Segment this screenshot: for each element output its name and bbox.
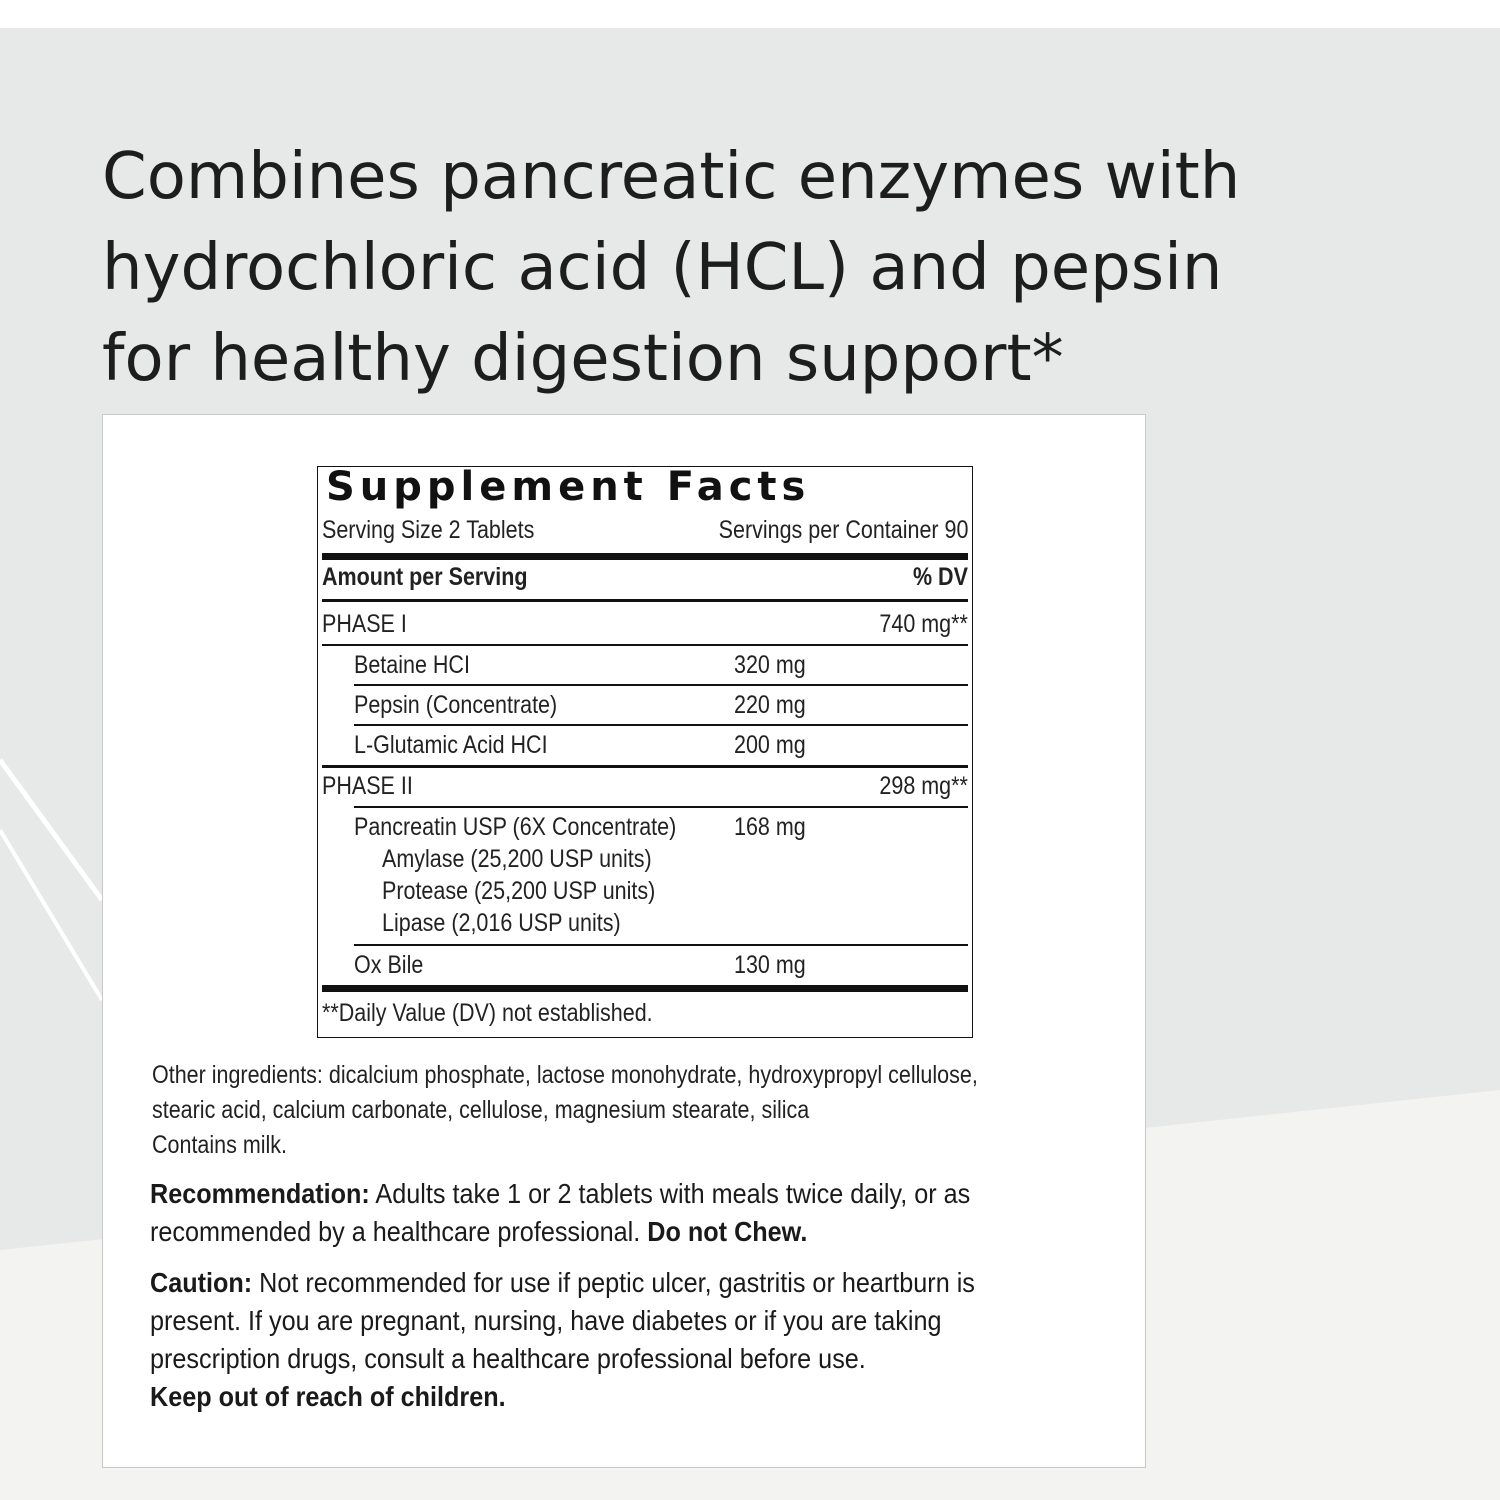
dv-header: % DV (913, 563, 968, 591)
ingredient-amount: 168 mg (734, 813, 806, 841)
ingredient-name: Pepsin (Concentrate) (354, 691, 558, 719)
headline-line-1: Combines pancreatic enzymes with (102, 140, 1241, 214)
ingredients-line-2: stearic acid, calcium carbonate, cellulose, magnesium stearate, silica (152, 1096, 810, 1124)
ingredient-amount: 320 mg (734, 651, 806, 679)
phase1-row (322, 609, 968, 639)
phase1-label: PHASE I (322, 610, 407, 638)
headline-line-2: hydrochloric acid (HCL) and pepsin (102, 231, 1223, 305)
sub-ingredient: Lipase (2,016 USP units) (382, 909, 621, 937)
rule (322, 765, 968, 768)
footnote: **Daily Value (DV) not established. (322, 999, 653, 1027)
do-not-chew: Do not Chew. (647, 1216, 808, 1247)
rule (322, 644, 968, 646)
ingredients-line-3: Contains milk. (152, 1131, 288, 1159)
ingredient-name: Betaine HCI (354, 651, 470, 679)
phase1-dv: 740 mg** (879, 610, 968, 638)
recommendation-line-1 (150, 1175, 1032, 1213)
amount-header: Amount per Serving (322, 563, 528, 591)
ingredient-amount: 130 mg (734, 951, 806, 979)
recommendation-label: Recommendation: (150, 1178, 370, 1209)
recommendation (150, 1175, 1130, 1251)
recommendation-line-2 (150, 1213, 1032, 1251)
footnote-row (322, 998, 968, 1028)
ingredient-row (354, 690, 968, 720)
ingredient-row (354, 950, 968, 980)
rule (322, 599, 968, 602)
sub-ingredient-row (382, 876, 968, 906)
ingredient-row (354, 650, 968, 680)
other-ingredients (152, 1058, 1112, 1163)
ingredients-line-1: Other ingredients: dicalcium phosphate, lactose monohydrate, hydroxypropyl cellulose, (152, 1061, 978, 1089)
thick-rule (322, 553, 968, 560)
rule (354, 684, 968, 686)
ingredient-amount: 200 mg (734, 731, 806, 759)
facts-title: Supplement Facts (326, 464, 811, 510)
serving-row (322, 515, 968, 545)
recommendation-text: Adults take 1 or 2 tablets with meals twice daily, or as (369, 1178, 971, 1209)
amount-header-row (322, 562, 968, 592)
caution (150, 1264, 1130, 1416)
caution-line-3: prescription drugs, consult a healthcare professional before use. (150, 1343, 866, 1374)
ingredient-name: Ox Bile (354, 951, 424, 979)
phase2-dv: 298 mg** (879, 772, 968, 800)
caution-line-1 (150, 1264, 1032, 1302)
phase2-label: PHASE II (322, 772, 413, 800)
ingredient-amount: 220 mg (734, 691, 806, 719)
sub-ingredient: Amylase (25,200 USP units) (382, 845, 652, 873)
rule (354, 806, 968, 808)
sub-ingredient-row (382, 844, 968, 874)
ingredient-name: L-Glutamic Acid HCI (354, 731, 548, 759)
caution-line-2: present. If you are pregnant, nursing, have diabetes or if you are taking (150, 1305, 942, 1336)
caution-label: Caution: (150, 1267, 253, 1298)
supplement-facts-table (317, 466, 973, 1038)
servings-per-container: Servings per Container 90 (718, 516, 968, 544)
headline-line-3: for healthy digestion support* (102, 322, 1064, 396)
serving-size: Serving Size 2 Tablets (322, 516, 535, 544)
recommendation-text: recommended by a healthcare professional. (150, 1216, 648, 1247)
ingredient-row (354, 812, 968, 842)
caution-text: Not recommended for use if peptic ulcer, gastritis or heartburn is (252, 1267, 975, 1298)
thick-rule (322, 985, 968, 992)
headline (102, 132, 1402, 405)
rule (354, 724, 968, 726)
ingredient-row (354, 730, 968, 760)
rule (354, 944, 968, 946)
sub-ingredient-row (382, 908, 968, 938)
sub-ingredient: Protease (25,200 USP units) (382, 877, 656, 905)
ingredient-name: Pancreatin USP (6X Concentrate) (354, 813, 677, 841)
phase2-row (322, 771, 968, 801)
keep-out-warning: Keep out of reach of children. (150, 1381, 506, 1412)
